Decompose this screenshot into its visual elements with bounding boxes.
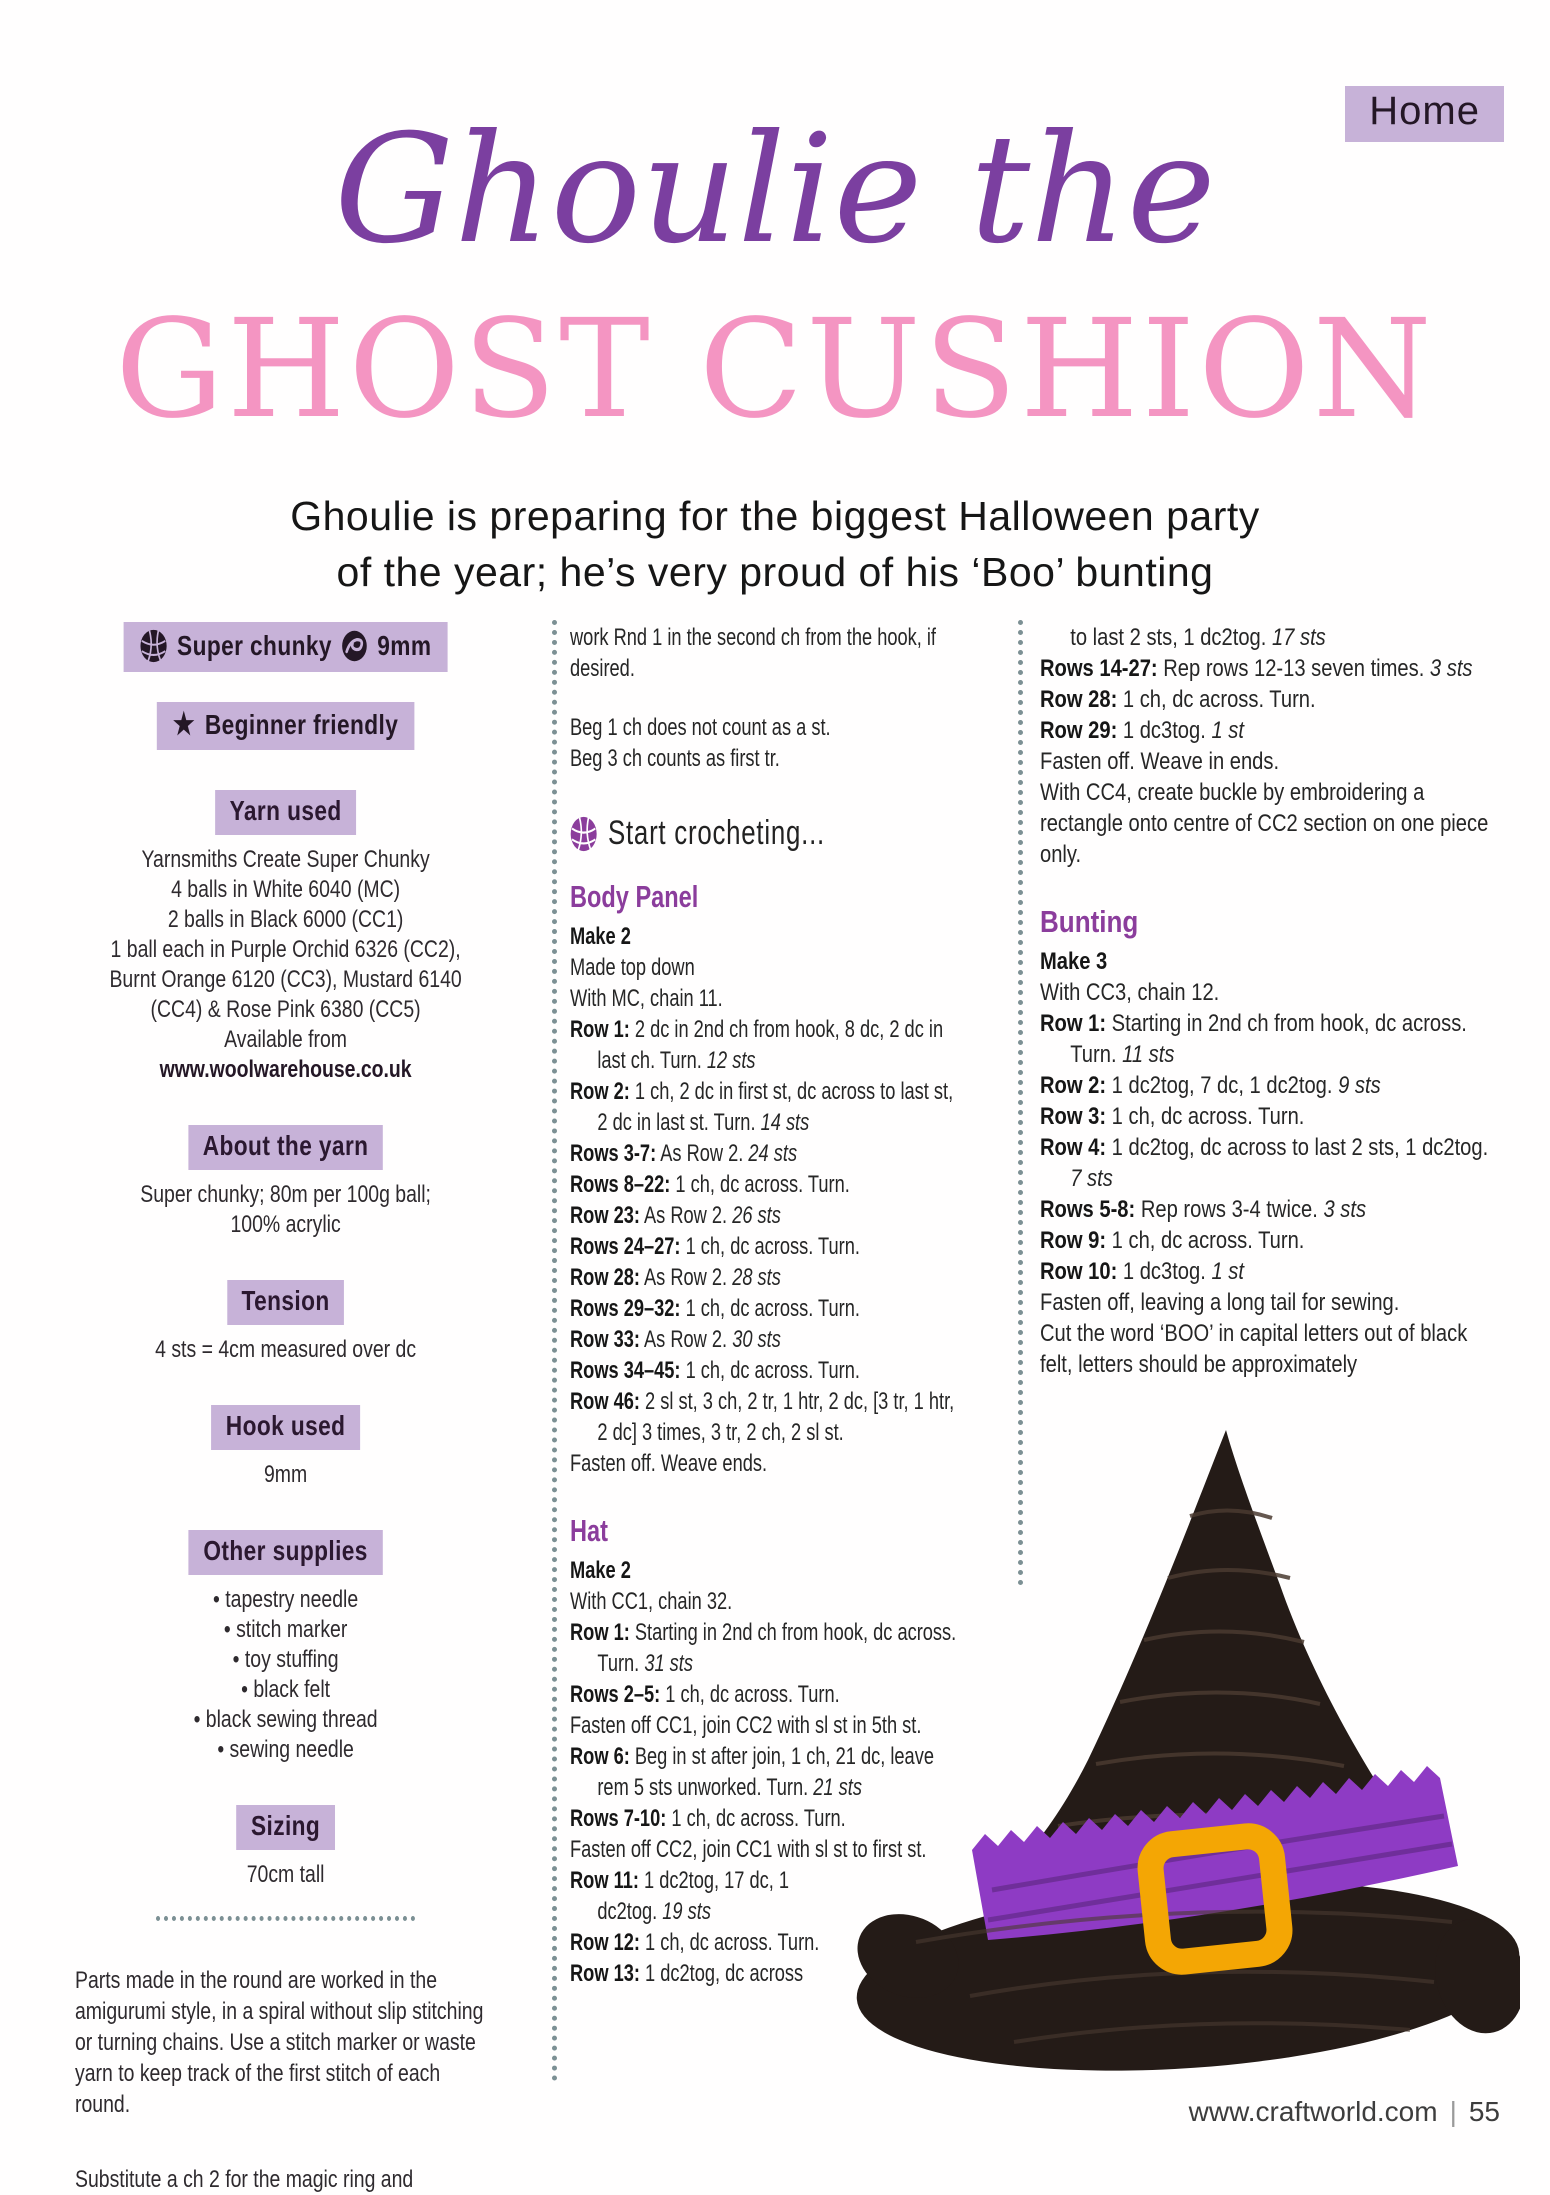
- pattern-line: Row 11: 1 dc2tog, 17 dc, 1 dc2tog. 19 sts: [570, 1867, 790, 1925]
- about-yarn-heading: About the yarn: [188, 1125, 383, 1170]
- pattern-line: Beg 3 ch counts as first tr.: [570, 745, 780, 772]
- pattern-line: With CC4, create buckle by embroidering a rectangle onto centre of CC2 section on one piece only.: [1040, 779, 1489, 868]
- section-title-bunting: Bunting: [1040, 904, 1139, 939]
- pattern-line: With CC1, chain 32.: [570, 1588, 733, 1615]
- pattern-line: With MC, chain 11.: [570, 985, 723, 1012]
- skill-label: Beginner friendly: [204, 709, 399, 740]
- info-line: Available from: [224, 1026, 348, 1053]
- subtitle: [0, 488, 1550, 600]
- pattern-line: Row 12: 1 ch, dc across. Turn.: [570, 1929, 820, 1956]
- pattern-line: Row 3: 1 ch, dc across. Turn.: [1040, 1103, 1305, 1130]
- yarn-used-block: [75, 790, 496, 1085]
- yarn-ball-icon: [570, 816, 597, 852]
- pattern-line: Row 2: 1 dc2tog, 7 dc, 1 dc2tog. 9 sts: [1040, 1072, 1381, 1099]
- pattern-line: Row 10: 1 dc3tog. 1 st: [1040, 1258, 1244, 1285]
- pattern-line: Make 2: [570, 1557, 631, 1584]
- pattern-line: Row 2: 1 ch, 2 dc in first st, dc across to last st, 2 dc in last st. Turn. 14 sts: [570, 1078, 954, 1136]
- pattern-line: Row 9: 1 ch, dc across. Turn.: [1040, 1227, 1305, 1254]
- info-line: 9mm: [263, 1461, 308, 1488]
- start-crocheting-heading: [570, 814, 965, 853]
- other-supplies-heading: Other supplies: [189, 1530, 383, 1575]
- pattern-line: Row 1: Starting in 2nd ch from hook, dc across. Turn. 11 sts: [1040, 1010, 1467, 1068]
- title-script: Ghoulie the: [334, 103, 1216, 277]
- pattern-line: Cut the word ‘BOO’ in capital letters out of black felt, letters should be approximately: [1040, 1320, 1468, 1378]
- sizing-heading: Sizing: [236, 1805, 334, 1850]
- pattern-line: Beg 1 ch does not count as a st.: [570, 714, 831, 741]
- footer-url[interactable]: www.craftworld.com: [1188, 2096, 1438, 2127]
- witch-hat-photo: [852, 1420, 1520, 2088]
- pattern-line: Fasten off CC1, join CC2 with sl st in 5th st.: [570, 1712, 922, 1739]
- pattern-note: Substitute a ch 2 for the magic ring and: [75, 2166, 414, 2193]
- pattern-line: With CC3, chain 12.: [1040, 979, 1220, 1006]
- pattern-line: Made top down: [570, 954, 695, 981]
- star-icon: ★: [172, 708, 196, 741]
- pattern-line: Fasten off. Weave in ends.: [1040, 748, 1280, 775]
- other-supplies-block: [75, 1530, 496, 1765]
- section-title-body-panel: Body Panel: [570, 879, 699, 914]
- info-line: 4 balls in White 6040 (MC): [171, 876, 401, 903]
- crochet-hook-icon: [342, 630, 368, 662]
- supply-item: • tapestry needle: [75, 1585, 496, 1615]
- pattern-line: Rows 8–22: 1 ch, dc across. Turn.: [570, 1171, 850, 1198]
- home-tab[interactable]: Home: [1345, 86, 1504, 142]
- pattern-line: Row 46: 2 sl st, 3 ch, 2 tr, 1 htr, 2 dc, [3 tr, 1 htr, 2 dc] 3 times, 3 tr, 2 ch, 2 sl st.: [570, 1388, 955, 1446]
- pattern-line: Row 13: 1 dc2tog, dc across: [570, 1960, 804, 1987]
- info-line: Yarnsmiths Create Super Chunky: [141, 846, 430, 873]
- pattern-line: Make 2: [570, 923, 631, 950]
- page-title: GHOST CUSHION: [115, 291, 1435, 449]
- pattern-note: Parts made in the round are worked in the amigurumi style, in a spiral without slip stitching or turning chains. Use a stitch marker or waste yarn to keep track of the first stitch of each round.: [75, 1967, 484, 2118]
- supply-item: • stitch marker: [75, 1615, 496, 1645]
- tension-block: [75, 1280, 496, 1365]
- page-number: 55: [1468, 2096, 1500, 2127]
- pattern-line: work Rnd 1 in the second ch from the hook, if desired.: [570, 624, 937, 682]
- info-line: (CC4) & Rose Pink 6380 (CC5): [150, 996, 421, 1023]
- pattern-line: Row 28: 1 ch, dc across. Turn.: [1040, 686, 1316, 713]
- skill-badge: [157, 702, 415, 750]
- pattern-line: Row 6: Beg in st after join, 1 ch, 21 dc, leave rem 5 sts unworked. Turn. 21 sts: [570, 1743, 934, 1801]
- pattern-line: Fasten off, leaving a long tail for sewing.: [1040, 1289, 1400, 1316]
- pattern-line: Rows 7-10: 1 ch, dc across. Turn.: [570, 1805, 846, 1832]
- hook-used-heading: Hook used: [211, 1405, 360, 1450]
- pattern-line: Row 23: As Row 2. 26 sts: [570, 1202, 781, 1229]
- pattern-line: Fasten off CC2, join CC1 with sl st to first st.: [570, 1836, 927, 1863]
- pattern-line: Rows 3-7: As Row 2. 24 sts: [570, 1140, 798, 1167]
- info-line: Super chunky; 80m per 100g ball;: [140, 1181, 431, 1208]
- info-sidebar: [75, 622, 496, 2195]
- pattern-line: to last 2 sts, 1 dc2tog. 17 sts: [1070, 624, 1326, 651]
- info-line: 4 sts = 4cm measured over dc: [155, 1336, 417, 1363]
- sizing-block: [75, 1805, 496, 1890]
- info-line: 1 ball each in Purple Orchid 6326 (CC2),: [110, 936, 461, 963]
- pattern-line: Rows 5-8: Rep rows 3-4 twice. 3 sts: [1040, 1196, 1367, 1223]
- hook-size-label: 9mm: [377, 630, 432, 661]
- supply-item: • black felt: [75, 1675, 496, 1705]
- pattern-line: Rows 29–32: 1 ch, dc across. Turn.: [570, 1295, 860, 1322]
- pattern-line: Rows 14-27: Rep rows 12-13 seven times. 3 sts: [1040, 655, 1473, 682]
- pattern-line: Rows 34–45: 1 ch, dc across. Turn.: [570, 1357, 860, 1384]
- pattern-line: Row 1: Starting in 2nd ch from hook, dc across. Turn. 31 sts: [570, 1619, 957, 1677]
- footer-separator: |: [1449, 2096, 1457, 2127]
- info-line: Burnt Orange 6120 (CC3), Mustard 6140: [109, 966, 462, 993]
- supply-item: • sewing needle: [75, 1735, 496, 1765]
- subtitle-line: Ghoulie is preparing for the biggest Halloween party: [290, 493, 1260, 539]
- pattern-line: Fasten off. Weave ends.: [570, 1450, 768, 1477]
- yarn-used-heading: Yarn used: [215, 790, 356, 835]
- yarn-weight-badge: [124, 622, 448, 672]
- section-title-hat: Hat: [570, 1513, 608, 1548]
- pattern-line: Row 4: 1 dc2tog, dc across to last 2 sts, 1 dc2tog. 7 sts: [1040, 1134, 1489, 1192]
- yarn-weight-label: Super chunky: [177, 630, 332, 661]
- tension-heading: Tension: [227, 1280, 344, 1325]
- hook-used-block: [75, 1405, 496, 1490]
- pattern-line: Make 3: [1040, 948, 1108, 975]
- footer: [1189, 2096, 1500, 2128]
- pattern-line: Row 33: As Row 2. 30 sts: [570, 1326, 781, 1353]
- subtitle-line: of the year; he’s very proud of his ‘Boo’ bunting: [336, 549, 1214, 595]
- pattern-line: Row 29: 1 dc3tog. 1 st: [1040, 717, 1244, 744]
- pattern-line: Rows 2–5: 1 ch, dc across. Turn.: [570, 1681, 840, 1708]
- pattern-line: Row 1: 2 dc in 2nd ch from hook, 8 dc, 2 dc in last ch. Turn. 12 sts: [570, 1016, 944, 1074]
- info-line: 70cm tall: [246, 1861, 325, 1888]
- yarn-shop-link[interactable]: www.woolwarehouse.co.uk: [159, 1056, 412, 1083]
- dotted-divider: [156, 1916, 415, 1921]
- pattern-line: Row 28: As Row 2. 28 sts: [570, 1264, 781, 1291]
- yarn-ball-icon: [140, 629, 168, 663]
- start-crocheting-label: Start crocheting...: [608, 814, 825, 852]
- info-line: 100% acrylic: [230, 1211, 341, 1238]
- about-yarn-block: [75, 1125, 496, 1240]
- supply-item: • toy stuffing: [75, 1645, 496, 1675]
- info-line: 2 balls in Black 6000 (CC1): [167, 906, 404, 933]
- pattern-line: Rows 24–27: 1 ch, dc across. Turn.: [570, 1233, 860, 1260]
- supply-item: • black sewing thread: [75, 1705, 496, 1735]
- pattern-column-2: [1040, 622, 1494, 1380]
- column-divider: [552, 620, 557, 2082]
